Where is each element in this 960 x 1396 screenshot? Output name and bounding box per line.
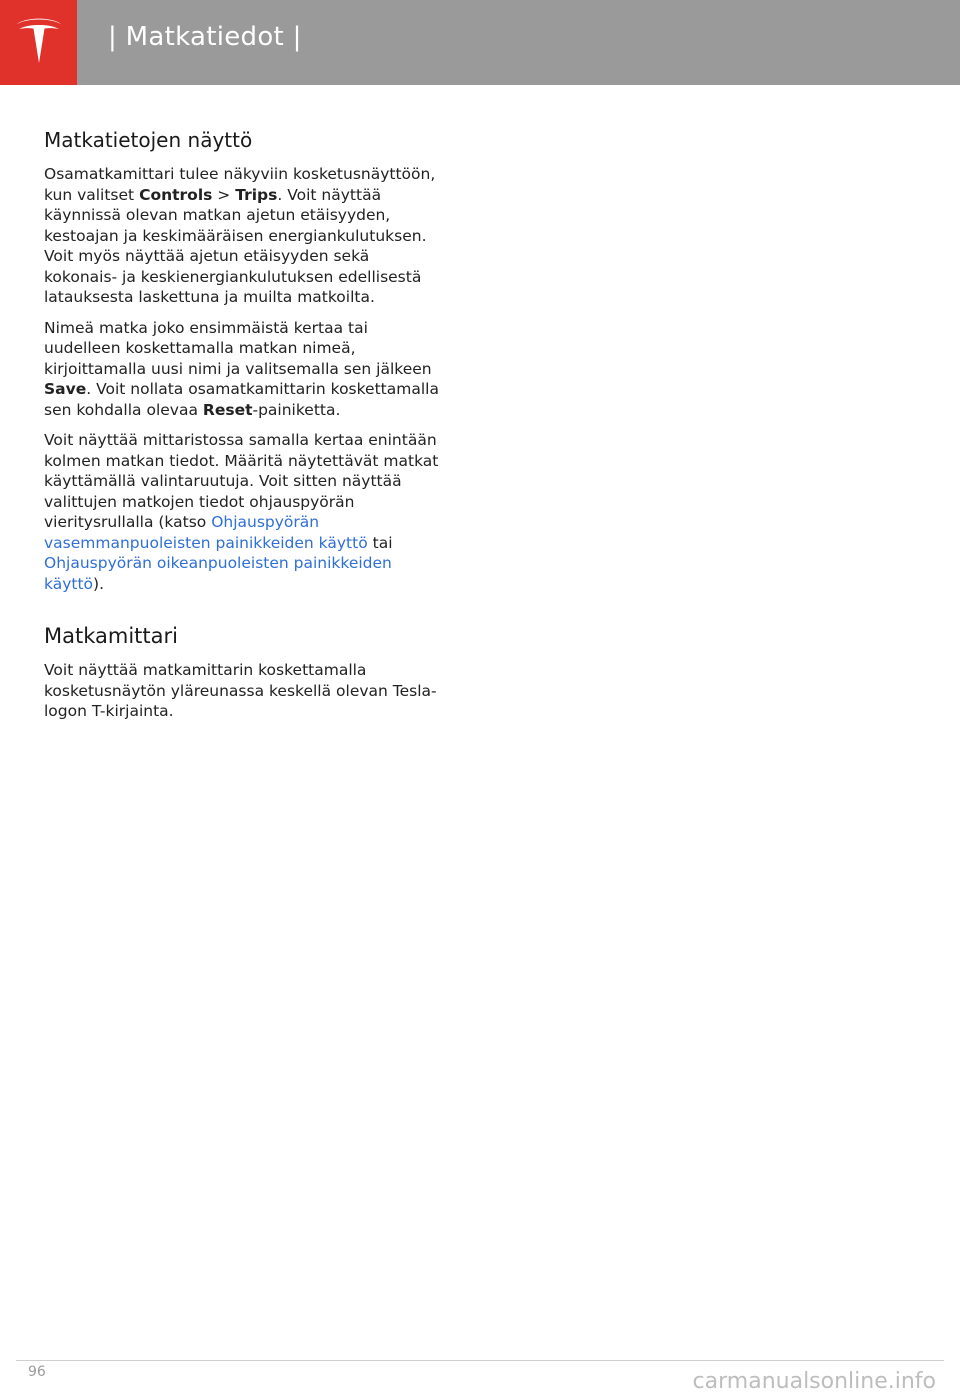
link-left-buttons[interactable]: Ohjauspyörän vasemmanpuoleisten painikkeiden käyttö (44, 513, 368, 552)
watermark: carmanualsonline.info (692, 1369, 936, 1394)
text: > (212, 185, 236, 204)
tesla-logo-icon (14, 15, 64, 71)
ui-label-trips: Trips (235, 185, 278, 204)
paragraph-trip-info-1 (44, 164, 444, 308)
ui-label-save: Save (44, 380, 87, 398)
section-heading-odometer: Matkamittari (44, 624, 178, 648)
brand-logo-box (0, 0, 77, 85)
ui-label-reset: Reset (202, 400, 253, 419)
paragraph-trip-info-3 (44, 430, 444, 594)
text: Nimeä matka joko ensimmäistä kertaa tai uudelleen koskettamalla matkan nimeä, kirjoittamalla uusi nimi ja valitsemalla sen jälkeen (44, 318, 432, 378)
page-number: 96 (28, 1364, 46, 1380)
ui-label-controls: Controls (139, 185, 213, 204)
footer-divider (16, 1360, 944, 1361)
chapter-title: | Matkatiedot | (108, 22, 302, 52)
main-content (44, 128, 444, 732)
paragraph-odometer: Voit näyttää matkamittarin koskettamalla kosketusnäytön yläreunassa keskellä olevan Tesla-logon T-kirjainta. (44, 661, 437, 720)
section-heading-trip-info: Matkatietojen näyttö (44, 128, 253, 152)
page-header (0, 0, 960, 85)
text: Osamatkamittari tulee näkyviin kosketusnäyttöön, kun valitset (44, 165, 436, 204)
text: . Voit nollata osamatkamittarin koskettamalla sen kohdalla olevaa (44, 380, 439, 419)
text: Voit näyttää mittaristossa samalla kertaa enintään kolmen matkan tiedot. Määritä näytettävät matkat käyttämällä valintaruutuja. Voit sitten näyttää valittujen matkojen tiedot ohjauspyörän vieritysrullalla (katso (44, 431, 439, 531)
paragraph-trip-info-2 (44, 318, 444, 421)
text: -painiketta. (252, 400, 341, 419)
text: tai (367, 533, 393, 552)
text: ). (93, 574, 104, 593)
link-right-buttons[interactable]: Ohjauspyörän oikeanpuoleisten painikkeiden käyttö (44, 554, 392, 593)
text: . Voit näyttää käynnissä olevan matkan ajetun etäisyyden, kestoajan ja keskimääräisen energiankulutuksen. Voit myös näyttää ajetun etäisyyden sekä kokonais- ja keskienergiankulutuksen edellisestä latauksesta laskettuna ja muilta matkoilta. (44, 185, 427, 306)
